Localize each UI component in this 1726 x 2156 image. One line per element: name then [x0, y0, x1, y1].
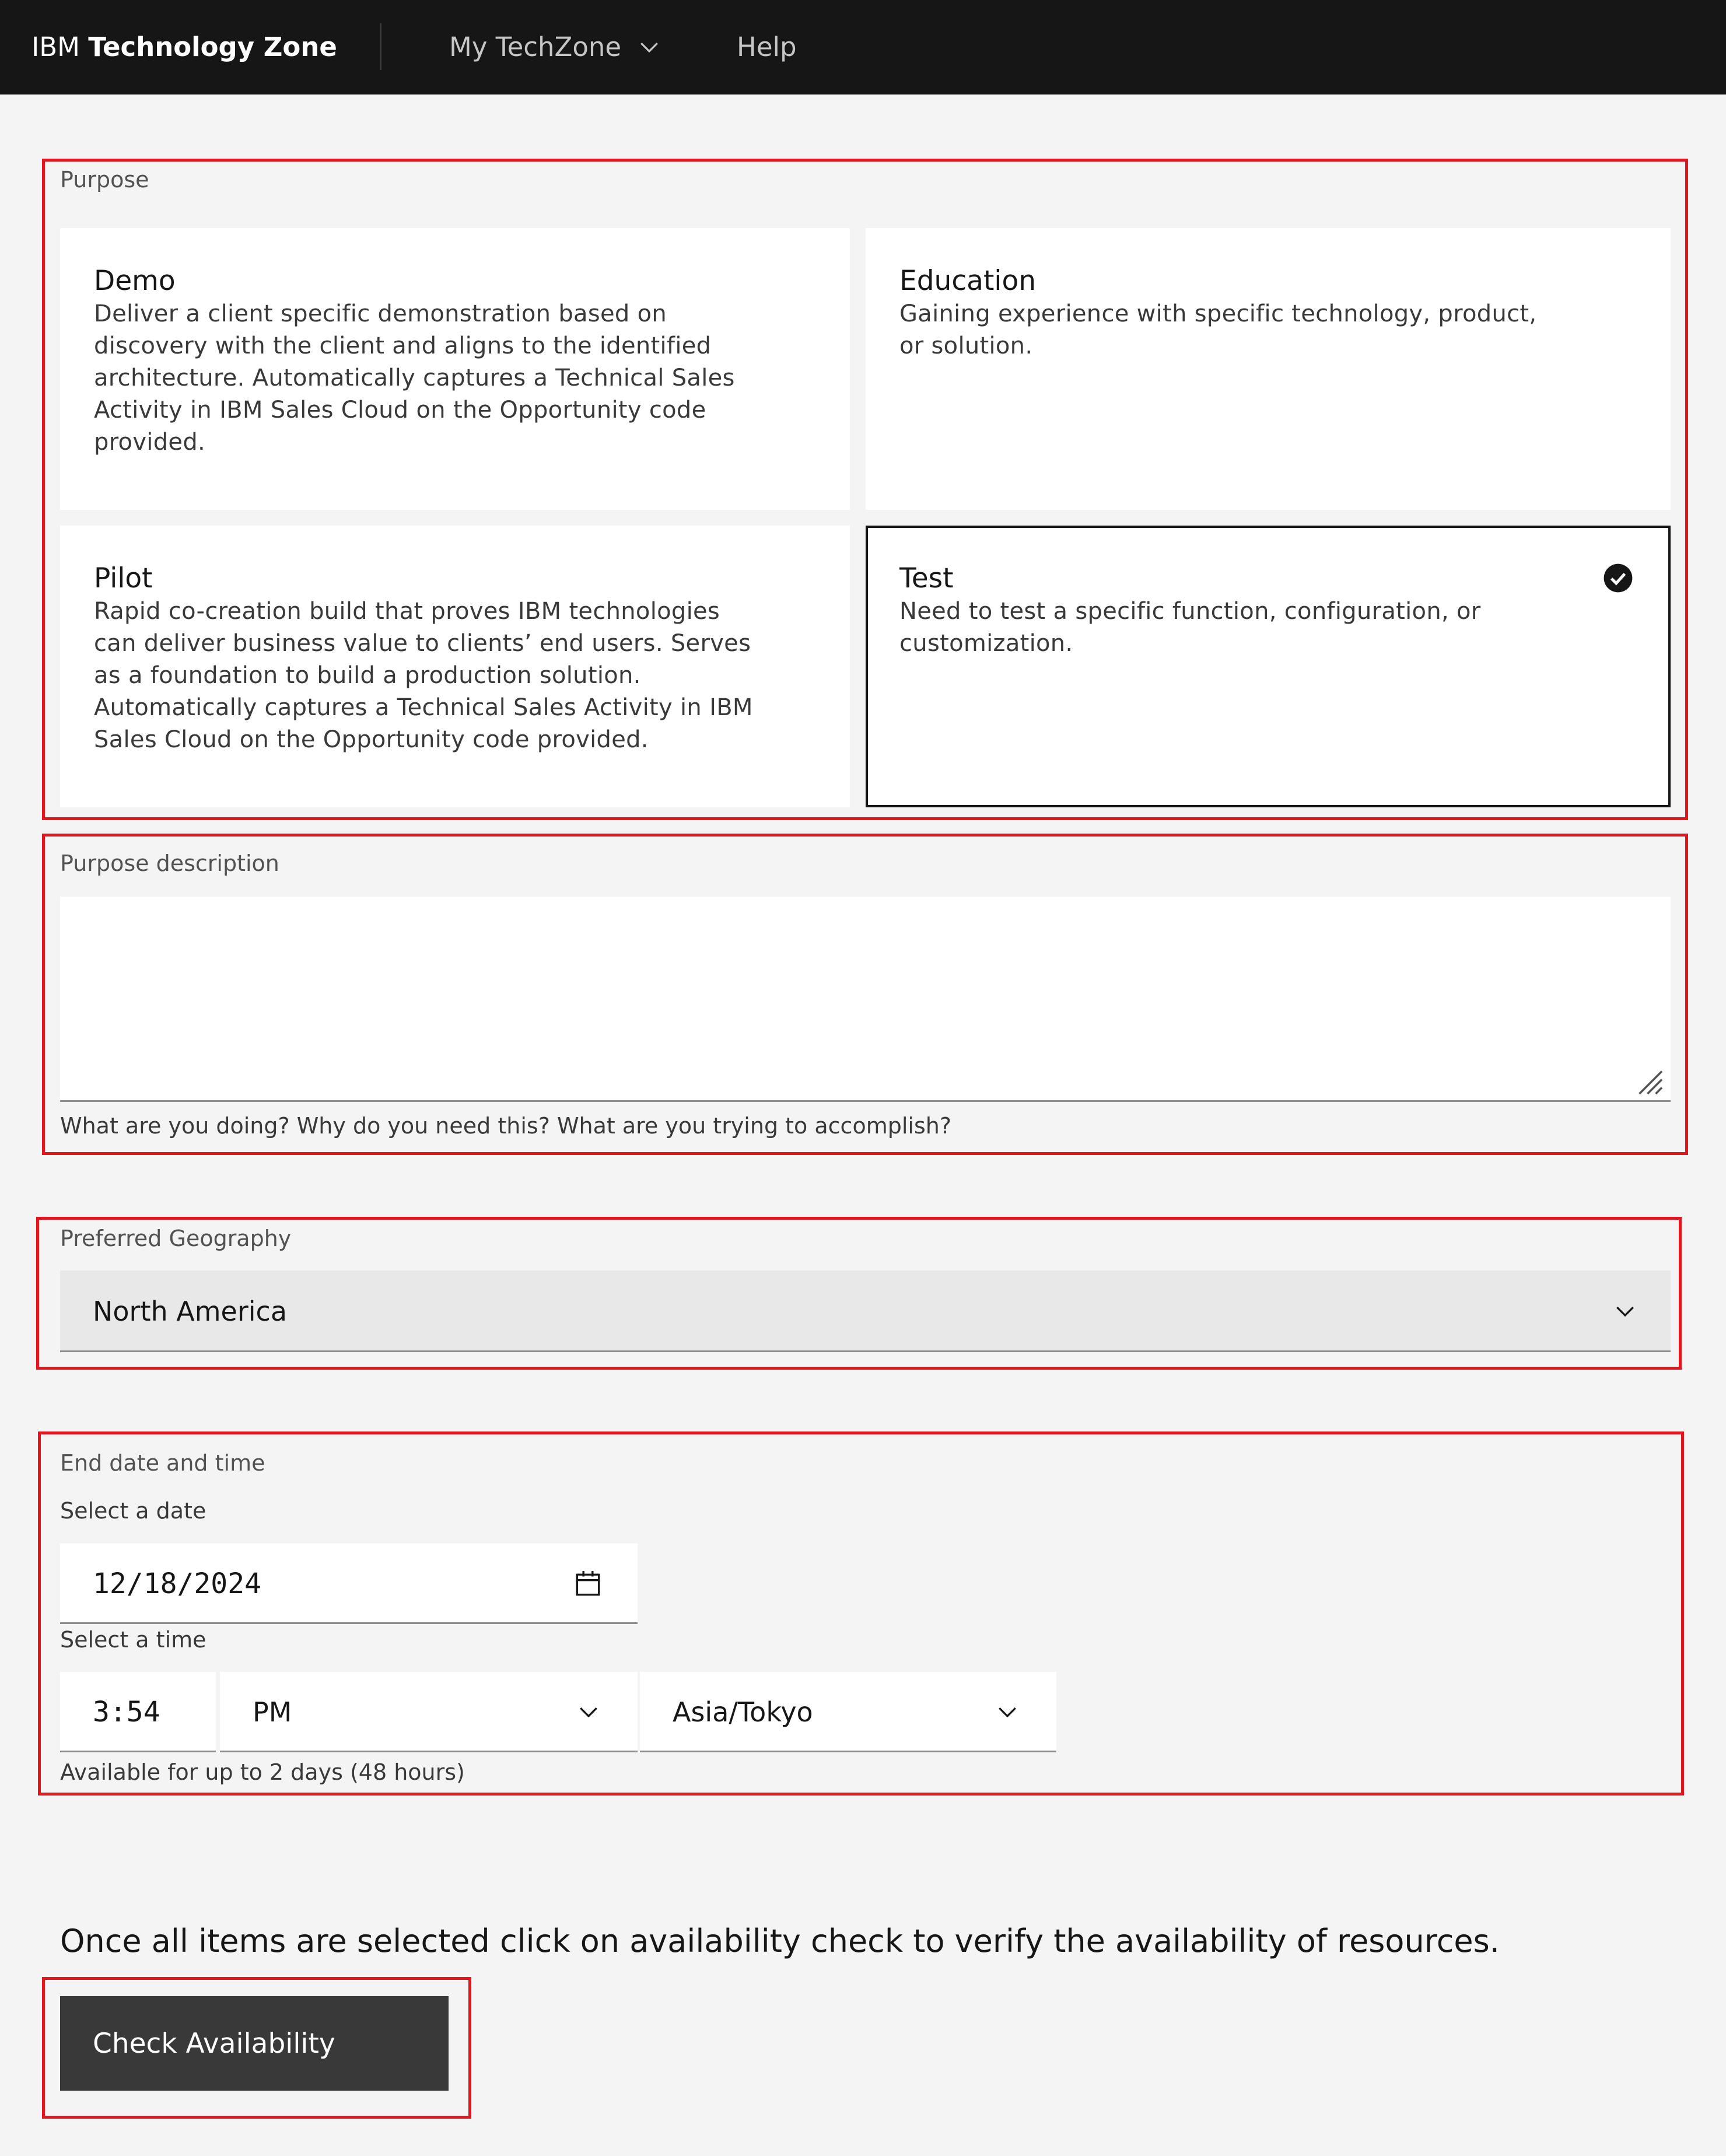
ampm-value: PM — [253, 1696, 292, 1728]
timezone-value: Asia/Tokyo — [673, 1696, 813, 1728]
tile-title: Pilot — [94, 562, 153, 594]
time-input[interactable] — [60, 1672, 216, 1752]
tile-title: Education — [899, 265, 1036, 297]
date-label: Select a date — [60, 1498, 206, 1524]
availability-info-text: Once all items are selected click on availability check to verify the availability of resources. — [60, 1923, 1500, 1959]
purpose-description-label: Purpose description — [60, 850, 279, 876]
brand-logo[interactable] — [31, 29, 337, 65]
purpose-tile-education[interactable] — [866, 228, 1671, 510]
brand-name: Technology Zone — [88, 32, 337, 62]
purpose-tile-demo[interactable] — [60, 228, 850, 510]
check-availability-button[interactable]: Check Availability — [60, 1996, 449, 2091]
end-datetime-helper: Available for up to 2 days (48 hours) — [60, 1759, 465, 1785]
time-value: 3:54 — [93, 1696, 160, 1728]
date-value: 12/18/2024 — [93, 1567, 261, 1600]
checkmark-filled-icon — [1603, 563, 1633, 593]
chevron-down-icon — [636, 34, 662, 60]
purpose-label: Purpose — [60, 167, 149, 192]
chevron-down-icon — [1612, 1298, 1638, 1324]
purpose-tile-pilot[interactable] — [60, 526, 850, 807]
timezone-select[interactable] — [640, 1672, 1056, 1752]
geography-selected-value: North America — [93, 1296, 288, 1327]
time-label: Select a time — [60, 1627, 206, 1653]
tile-description: Gaining experience with specific technology, product, or solution. — [899, 300, 1537, 359]
header-divider — [380, 23, 381, 70]
top-nav-bar — [0, 0, 1726, 94]
tile-title: Test — [899, 562, 954, 594]
nav-help-label: Help — [737, 32, 797, 62]
purpose-description-textarea[interactable] — [60, 897, 1671, 1102]
tile-description: Deliver a client specific demonstration based on discovery with the client and aligns to the identified architecture. Automatically captures a Technical Sales Activity in IBM Sales Cloud on the Opportunity code provided. — [94, 300, 735, 456]
chevron-down-icon — [576, 1699, 601, 1725]
purpose-tile-test[interactable] — [866, 526, 1671, 807]
date-input[interactable] — [60, 1544, 638, 1624]
tile-title: Demo — [94, 265, 176, 297]
end-datetime-label: End date and time — [60, 1450, 265, 1476]
calendar-icon[interactable] — [573, 1569, 603, 1598]
resize-handle-icon[interactable] — [1633, 1065, 1666, 1098]
tile-description: Need to test a specific function, configuration, or customization. — [899, 598, 1481, 657]
purpose-description-helper: What are you doing? Why do you need this? What are you trying to accomplish? — [60, 1113, 951, 1139]
nav-help[interactable] — [737, 29, 797, 65]
chevron-down-icon — [995, 1699, 1020, 1725]
brand-prefix: IBM — [31, 32, 80, 62]
nav-my-techzone[interactable] — [449, 29, 662, 65]
geography-label: Preferred Geography — [60, 1226, 292, 1251]
geography-select[interactable] — [60, 1270, 1671, 1352]
ampm-select[interactable] — [220, 1672, 638, 1752]
tile-description: Rapid co-creation build that proves IBM technologies can deliver business value to clients’ end users. Serves as a foundation to build a production solution. Automatically captures a Technical Sales Activity in IBM Sales Cloud on the Opportunity code provided. — [94, 598, 753, 753]
nav-my-techzone-label: My TechZone — [449, 32, 622, 62]
